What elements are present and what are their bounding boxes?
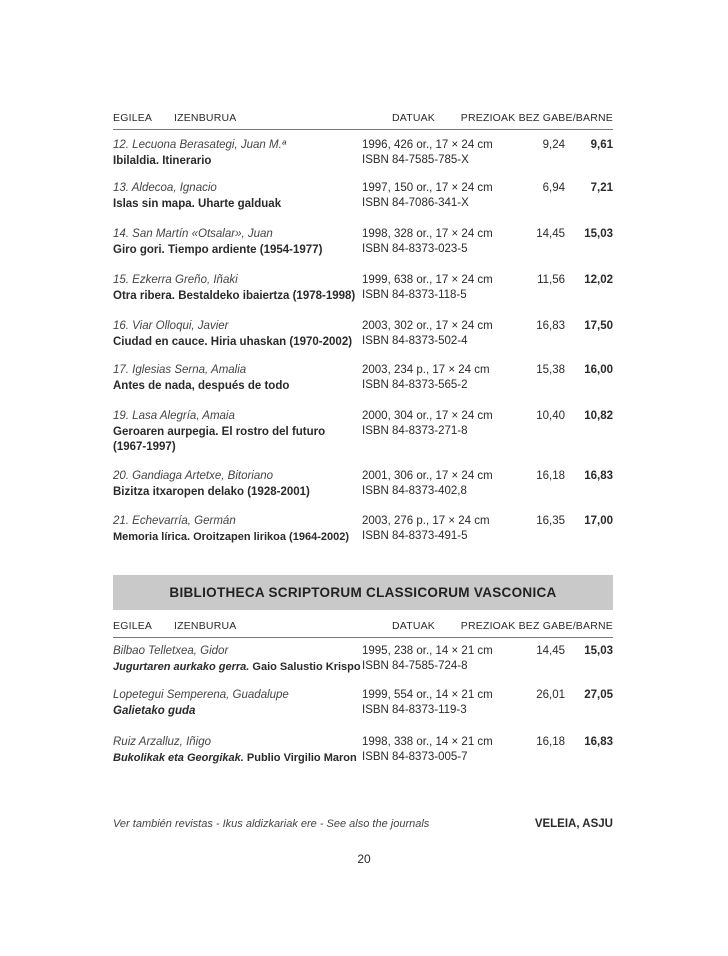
col-header-prezioak: PREZIOAK BEZ GABE/BARNE <box>460 620 613 632</box>
price-with-vat: 7,21 <box>590 182 613 194</box>
entry-author: 20. Gandiaga Artetxe, Bitoriano <box>113 470 274 482</box>
page-number: 20 <box>357 852 371 866</box>
entry-isbn: ISBN 84-8373-119-3 <box>362 704 467 716</box>
entry-title: Islas sin mapa. Uharte galduak <box>113 198 282 210</box>
entry-author: 17. Iglesias Serna, Amalia <box>113 364 247 376</box>
entry-title: Galietako guda <box>113 705 196 717</box>
entry-author: 13. Aldecoa, Ignacio <box>113 182 217 194</box>
price-with-vat: 16,83 <box>584 470 613 482</box>
price-with-vat: 17,50 <box>584 320 613 332</box>
entry-details: 1999, 638 or., 17 × 24 cm <box>362 274 493 286</box>
entry-author: Lopetegui Semperena, Guadalupe <box>113 689 289 701</box>
entry-details: 2001, 306 or., 17 × 24 cm <box>362 470 493 482</box>
list-item <box>113 182 613 232</box>
col-header-izenburua: IZENBURUA <box>174 112 237 124</box>
see-also-note: Ver también revistas - Ikus aldizkariak ere - See also the journals <box>113 818 430 830</box>
entry-details: 2003, 276 p., 17 × 24 cm <box>362 515 490 527</box>
price-without-vat: 26,01 <box>536 689 565 701</box>
entry-isbn: ISBN 84-8373-023-5 <box>362 243 468 255</box>
col-header-prezioak: PREZIOAK BEZ GABE/BARNE <box>460 112 613 124</box>
entry-isbn: ISBN 84-8373-491-5 <box>362 530 468 542</box>
price-without-vat: 10,40 <box>536 410 565 422</box>
entry-title: Otra ribera. Bestaldeko ibaiertza (1978-1998) <box>113 290 356 302</box>
header-divider <box>113 637 613 638</box>
entry-isbn: ISBN 84-8373-565-2 <box>362 379 468 391</box>
header-divider <box>113 129 613 130</box>
price-without-vat: 6,94 <box>542 182 565 194</box>
price-without-vat: 16,18 <box>536 470 565 482</box>
entry-details: 1998, 328 or., 17 × 24 cm <box>362 228 493 240</box>
price-without-vat: 15,38 <box>536 364 565 376</box>
price-with-vat: 16,83 <box>584 736 613 748</box>
entry-details: 1995, 238 or., 14 × 21 cm <box>362 645 493 657</box>
col-header-izenburua: IZENBURUA <box>174 620 237 632</box>
list-item <box>113 410 613 470</box>
entry-details: 2003, 234 p., 17 × 24 cm <box>362 364 490 376</box>
list-item <box>113 228 613 278</box>
entry-isbn: ISBN 84-8373-502-4 <box>362 335 468 347</box>
entry-isbn: ISBN 84-8373-402,8 <box>362 485 467 497</box>
col-header-egilea: EGILEA <box>113 112 153 124</box>
price-without-vat: 14,45 <box>536 228 565 240</box>
journals-reference: VELEIA, ASJU <box>534 818 613 830</box>
entry-title: Antes de nada, después de todo <box>113 380 290 392</box>
entry-title: Giro gori. Tiempo ardiente (1954-1977) <box>113 244 323 256</box>
list-item <box>113 645 613 695</box>
price-with-vat: 17,00 <box>584 515 613 527</box>
entry-title: Bizitza itxaropen delako (1928-2001) <box>113 486 310 498</box>
entry-title: Memoria lírica. Oroitzapen lirikoa (1964-2002) <box>113 531 349 543</box>
entry-details: 1999, 554 or., 14 × 21 cm <box>362 689 493 701</box>
entry-details: 1998, 338 or., 14 × 21 cm <box>362 736 493 748</box>
price-without-vat: 16,18 <box>536 736 565 748</box>
section-banner <box>113 575 613 610</box>
price-without-vat: 16,83 <box>536 320 565 332</box>
section-title: BIBLIOTHECA SCRIPTORUM CLASSICORUM VASCONICA <box>169 585 557 600</box>
entry-isbn: ISBN 84-8373-005-7 <box>362 751 468 763</box>
entry-isbn: ISBN 84-7086-341-X <box>362 197 469 209</box>
list-item <box>113 470 613 520</box>
entry-isbn: ISBN 84-8373-271-8 <box>362 425 468 437</box>
entry-details: 1997, 150 or., 17 × 24 cm <box>362 182 493 194</box>
price-with-vat: 15,03 <box>584 228 613 240</box>
entry-author: 15. Ezkerra Greño, Iñaki <box>113 274 238 286</box>
price-with-vat: 27,05 <box>584 689 613 701</box>
entry-author: 19. Lasa Alegría, Amaia <box>113 410 235 422</box>
price-with-vat: 16,00 <box>584 364 613 376</box>
price-with-vat: 9,61 <box>590 139 613 151</box>
list-item <box>113 274 613 324</box>
entry-author: 12. Lecuona Berasategi, Juan M.ª <box>113 139 287 151</box>
list-item <box>113 689 613 739</box>
col-header-datuak: DATUAK <box>392 620 436 632</box>
entry-author: 16. Viar Olloqui, Javier <box>113 320 229 332</box>
entry-details: 2003, 302 or., 17 × 24 cm <box>362 320 493 332</box>
entry-title: Ibilaldia. Itinerario <box>113 155 212 167</box>
price-with-vat: 10,82 <box>584 410 613 422</box>
entry-isbn: ISBN 84-7585-785-X <box>362 154 469 166</box>
price-with-vat: 12,02 <box>584 274 613 286</box>
entry-author: 14. San Martín «Otsalar», Juan <box>113 228 273 240</box>
list-item <box>113 736 613 786</box>
price-without-vat: 9,24 <box>542 139 565 151</box>
entry-details: 2000, 304 or., 17 × 24 cm <box>362 410 493 422</box>
list-item <box>113 320 613 370</box>
col-header-datuak: DATUAK <box>392 112 436 124</box>
entry-isbn: ISBN 84-7585-724-8 <box>362 660 468 672</box>
entry-title: Jugurtaren aurkako gerra. Gaio Salustio Krispo <box>113 661 361 673</box>
entry-title: Ciudad en cauce. Hiria uhaskan (1970-2002) <box>113 336 353 348</box>
entry-author: Bilbao Telletxea, Gidor <box>113 645 229 657</box>
entry-title: Bukolikak eta Georgikak. Publio Virgilio Maron <box>113 752 357 764</box>
entry-author: 21. Echevarría, Germán <box>113 515 236 527</box>
entry-isbn: ISBN 84-8373-118-5 <box>362 289 467 301</box>
entry-details: 1996, 426 or., 17 × 24 cm <box>362 139 493 151</box>
price-without-vat: 11,56 <box>537 274 565 286</box>
price-without-vat: 16,35 <box>536 515 565 527</box>
entry-author: Ruiz Arzalluz, Iñigo <box>113 736 212 748</box>
price-without-vat: 14,45 <box>536 645 565 657</box>
list-item <box>113 364 613 414</box>
price-with-vat: 15,03 <box>584 645 613 657</box>
entry-title: Geroaren aurpegia. El rostro del futuro (1967-1997) <box>113 426 326 453</box>
col-header-egilea: EGILEA <box>113 620 153 632</box>
list-item <box>113 515 613 565</box>
